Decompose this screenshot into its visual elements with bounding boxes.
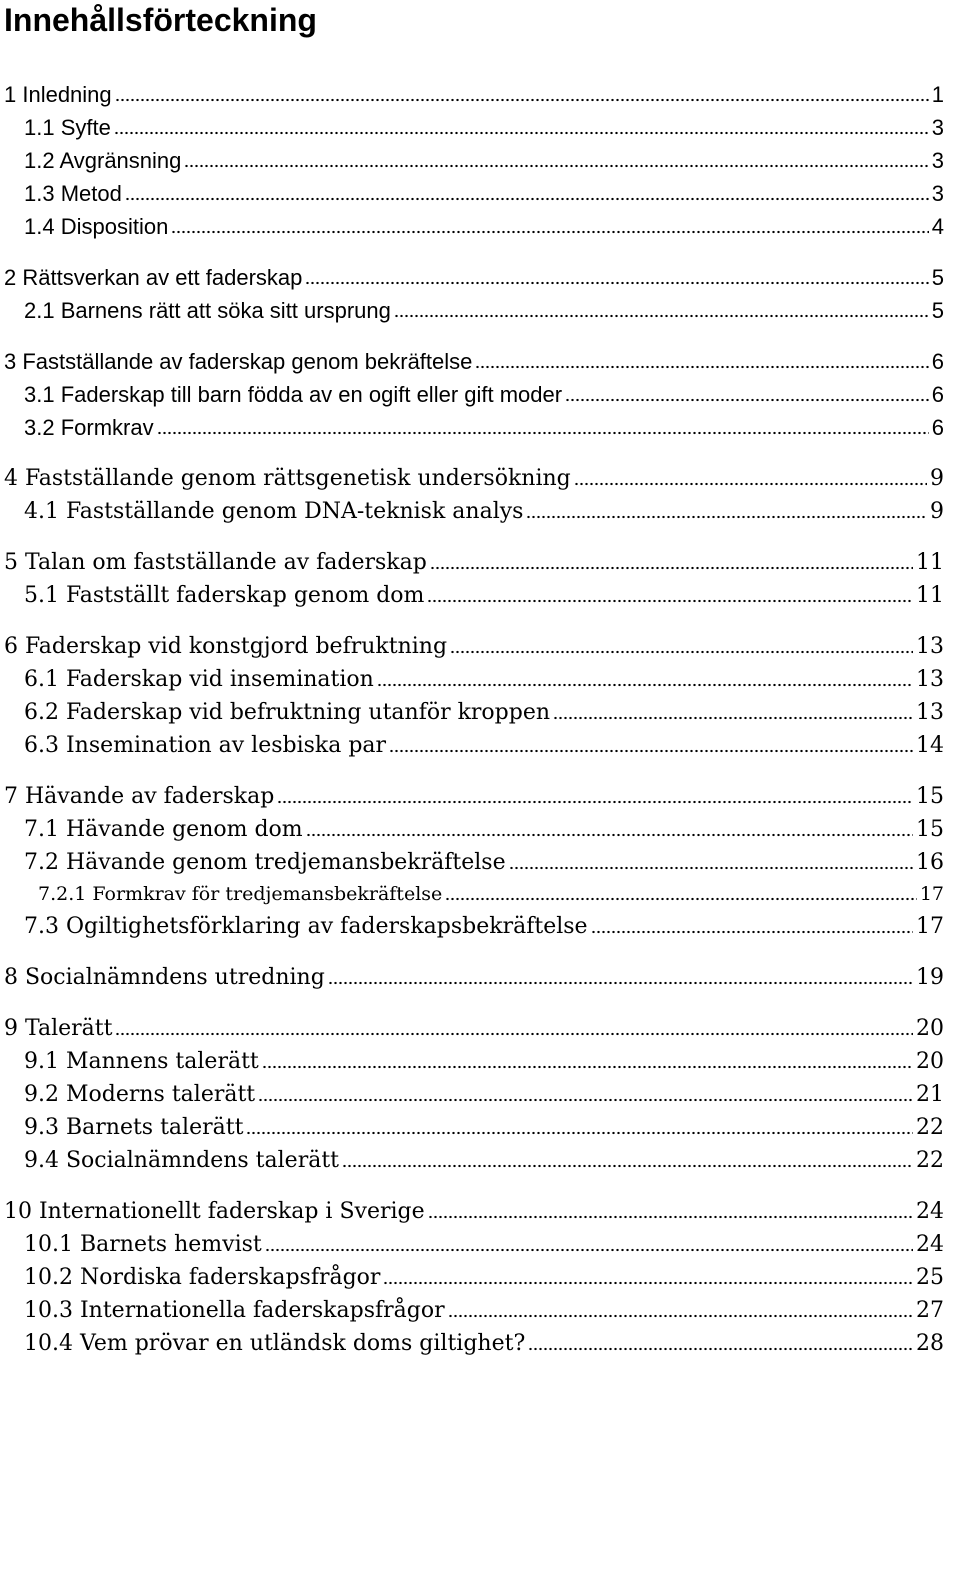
toc-entry[interactable] [24, 175, 944, 207]
toc-entry-label: 6.2 Faderskap vid befruktning utanför kroppen [24, 700, 551, 725]
toc-entry-page-number: 14 [916, 733, 944, 758]
dot-leader [171, 229, 928, 235]
toc-entry-page-number: 20 [916, 1016, 944, 1041]
toc-entry[interactable] [4, 544, 944, 576]
toc-entry-label: 7.3 Ogiltighetsförklaring av faderskapsbekräftelse [24, 914, 588, 939]
toc-entry-label: 10.3 Internationella faderskapsfrågor [24, 1298, 445, 1323]
dot-leader [115, 1031, 913, 1037]
toc-entry-page-number: 1 [931, 82, 944, 107]
toc-entry[interactable] [24, 1226, 944, 1258]
toc-entry-label: 2.1 Barnens rätt att söka sitt ursprung [24, 298, 391, 323]
toc-entry-page-number: 25 [916, 1265, 944, 1290]
toc-entry-page-number: 6 [931, 349, 944, 374]
toc-entry[interactable] [24, 376, 944, 408]
toc-entry-page-number: 13 [916, 667, 944, 692]
toc-entry[interactable] [4, 460, 944, 492]
toc-entry-label: 6.3 Insemination av lesbiska par [24, 733, 387, 758]
toc-entry[interactable] [24, 292, 944, 324]
dot-leader [115, 97, 929, 103]
toc-entry-page-number: 3 [931, 181, 944, 206]
toc-entry-label: 5 Talan om fastställande av faderskap [4, 550, 427, 575]
toc-entry-label: 7.1 Hävande genom dom [24, 817, 303, 842]
toc-entry[interactable] [4, 1193, 944, 1225]
dot-leader [277, 799, 913, 805]
toc-entry-label: 1.2 Avgränsning [24, 148, 182, 173]
dot-leader [430, 565, 913, 571]
dot-leader [265, 1247, 913, 1253]
toc-entry-label: 3.2 Formkrav [24, 415, 154, 440]
toc-entry-label: 10.4 Vem prövar en utländsk doms giltighet? [24, 1331, 526, 1356]
toc-entry[interactable] [24, 727, 944, 759]
dot-leader [184, 163, 928, 169]
toc-entry-page-number: 24 [916, 1199, 944, 1224]
toc-entry-label: 10.1 Barnets hemvist [24, 1232, 262, 1257]
toc-entry-label: 2 Rättsverkan av ett faderskap [4, 265, 303, 290]
toc-entry-label: 6 Faderskap vid konstgjord befruktning [4, 634, 448, 659]
toc-entry-page-number: 21 [916, 1082, 944, 1107]
toc-entry[interactable] [24, 1076, 944, 1108]
toc-entry-label: 6.1 Faderskap vid insemination [24, 667, 374, 692]
toc-entry-label: 1.4 Disposition [24, 214, 169, 239]
dot-leader [394, 313, 929, 319]
toc-entry[interactable] [24, 409, 944, 441]
dot-leader [448, 1313, 913, 1319]
dot-leader [342, 1163, 913, 1169]
dot-leader [262, 1064, 913, 1070]
dot-leader [445, 896, 917, 902]
dot-leader [574, 481, 927, 487]
toc-entry-page-number: 9 [930, 466, 944, 491]
toc-entry-page-number: 6 [931, 415, 944, 440]
toc-entry-page-number: 3 [931, 148, 944, 173]
toc-entry[interactable] [24, 1043, 944, 1075]
toc-entry-label: 5.1 Fastställt faderskap genom dom [24, 583, 425, 608]
toc-entry[interactable] [24, 661, 944, 693]
dot-leader [565, 397, 929, 403]
dot-leader [509, 865, 913, 871]
toc-entry-page-number: 15 [916, 817, 944, 842]
toc-entry-page-number: 5 [931, 265, 944, 290]
toc-entry-page-number: 4 [931, 214, 944, 239]
dot-leader [114, 130, 929, 136]
toc-entry-page-number: 24 [916, 1232, 944, 1257]
dot-leader [328, 980, 913, 986]
dot-leader [383, 1280, 913, 1286]
toc-entry-page-number: 15 [916, 784, 944, 809]
toc-entry[interactable] [24, 1325, 944, 1357]
toc-entry-page-number: 22 [916, 1148, 944, 1173]
dot-leader [125, 196, 929, 202]
dot-leader [428, 1214, 913, 1220]
toc-entry-page-number: 11 [916, 583, 944, 608]
toc-entry-page-number: 11 [916, 550, 944, 575]
toc-entry-label: 3 Fastställande av faderskap genom bekräftelse [4, 349, 473, 374]
toc-entry-label: 1.1 Syfte [24, 115, 111, 140]
toc-entry[interactable] [24, 208, 944, 240]
toc-entry[interactable] [24, 811, 944, 843]
dot-leader [258, 1097, 913, 1103]
dot-leader [427, 598, 913, 604]
toc-entry-page-number: 22 [916, 1115, 944, 1140]
toc-entry-label: 7.2 Hävande genom tredjemansbekräftelse [24, 850, 506, 875]
toc-entry-page-number: 6 [931, 382, 944, 407]
toc-entry-page-number: 20 [916, 1049, 944, 1074]
toc-entry-label: 9.2 Moderns talerätt [24, 1082, 256, 1107]
dot-leader [157, 430, 929, 436]
dot-leader [389, 748, 913, 754]
dot-leader [553, 715, 913, 721]
toc-entry-label: 4.1 Fastställande genom DNA-teknisk analys [24, 499, 524, 524]
toc-entry-page-number: 3 [931, 115, 944, 140]
toc-entry[interactable] [24, 493, 944, 525]
dot-leader [526, 514, 927, 520]
toc-entry[interactable] [24, 109, 944, 141]
toc-entry-label: 4 Fastställande genom rättsgenetisk undersökning [4, 466, 571, 491]
toc-entry[interactable] [4, 628, 944, 660]
dot-leader [377, 682, 913, 688]
toc-entry-page-number: 19 [916, 965, 944, 990]
toc-entry-label: 9.1 Mannens talerätt [24, 1049, 259, 1074]
toc-entry-label: 7 Hävande av faderskap [4, 784, 275, 809]
dot-leader [528, 1346, 913, 1352]
toc-entry-label: 9.3 Barnets talerätt [24, 1115, 244, 1140]
dot-leader [305, 280, 928, 286]
toc-entry-page-number: 13 [916, 634, 944, 659]
toc-entry-label: 9 Talerätt [4, 1016, 113, 1041]
toc-entry-page-number: 27 [916, 1298, 944, 1323]
dot-leader [450, 649, 913, 655]
toc-entry[interactable] [24, 1109, 944, 1141]
toc-entry[interactable] [4, 1010, 944, 1042]
toc-entry-page-number: 5 [931, 298, 944, 323]
toc-entry-label: 8 Socialnämndens utredning [4, 965, 325, 990]
toc-entry-page-number: 13 [916, 700, 944, 725]
toc-entry[interactable] [24, 694, 944, 726]
toc-entry[interactable] [4, 778, 944, 810]
toc-entry-page-number: 17 [916, 914, 944, 939]
toc-entry-label: 1 Inledning [4, 82, 112, 107]
dot-leader [246, 1130, 913, 1136]
toc-entry-label: 10 Internationellt faderskap i Sverige [4, 1199, 425, 1224]
toc-entry-page-number: 9 [930, 499, 944, 524]
toc-entry-label: 3.1 Faderskap till barn födda av en ogift eller gift moder [24, 382, 563, 407]
page-title: Innehållsförteckning [4, 2, 317, 38]
dot-leader [306, 832, 913, 838]
toc-entry[interactable] [4, 343, 944, 375]
toc-entry-label: 9.4 Socialnämndens talerätt [24, 1148, 340, 1173]
toc-entry[interactable] [24, 844, 944, 876]
toc-entry-page-number: 17 [919, 883, 944, 905]
toc-entry[interactable] [24, 577, 944, 609]
toc-entry-page-number: 16 [916, 850, 944, 875]
toc-entry[interactable] [4, 259, 944, 291]
toc-entry-page-number: 28 [916, 1331, 944, 1356]
toc-entry[interactable] [38, 875, 944, 907]
dot-leader [475, 364, 928, 370]
toc-entry-label: 7.2.1 Formkrav för tredjemansbekräftelse [38, 883, 443, 905]
dot-leader [591, 929, 913, 935]
toc-entry[interactable] [24, 1259, 944, 1291]
toc-entry-label: 1.3 Metod [24, 181, 122, 206]
toc-entry-label: 10.2 Nordiska faderskapsfrågor [24, 1265, 381, 1290]
toc-entry[interactable] [24, 1292, 944, 1324]
toc-entry[interactable] [24, 908, 944, 940]
toc-entry[interactable] [24, 1142, 944, 1174]
toc-entry[interactable] [4, 76, 944, 108]
toc-entry[interactable] [24, 142, 944, 174]
toc-entry[interactable] [4, 959, 944, 991]
